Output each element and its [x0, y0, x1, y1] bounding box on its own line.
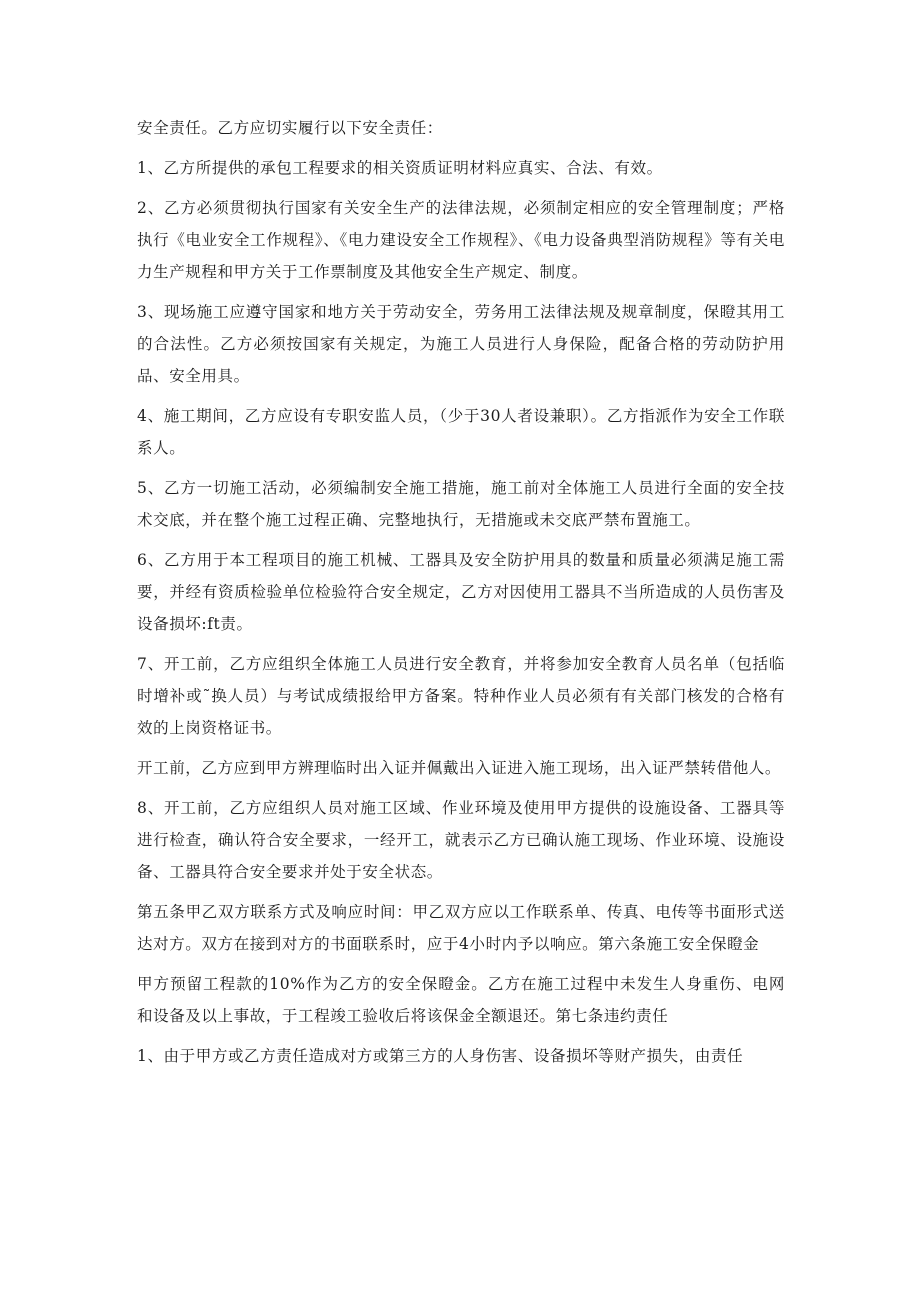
paragraph-item-3-labor-safety: 3、现场施工应遵守国家和地方关于劳动安全，劳务用工法律法规及规章制度，保瞪其用工的合法性。乙方必须按国家有关规定，为施工人员进行人身保险，配备合格的劳动防护用品、安全用具。 — [137, 303, 785, 385]
paragraph-article-5-contact: 第五条甲乙双方联系方式及响应时间：甲乙双方应以工作联系单、传真、电传等书面形式送达对方。双方在接到对方的书面联系时，应于4小时内予以响应。第六条施工安全保瞪金 — [137, 903, 785, 953]
paragraph-item-4-safety-staff: 4、施工期间，乙方应设有专职安监人员，（少于30人者设兼职）。乙方指派作为安全工作联系人。 — [137, 407, 785, 457]
paragraph-item-8-inspection: 8、开工前，乙方应组织人员对施工区域、作业环境及使用甲方提供的设施设备、工器具等进行检查，确认符合安全要求，一经开工，就表示乙方已确认施工现场、作业环境、设施设备、工器具符合安全要求并处于安全状态。 — [137, 799, 785, 881]
paragraph-access-pass: 开工前，乙方应到甲方辨理临时出入证并佩戴出入证进入施工现场，出入证严禁转借他人。 — [137, 759, 782, 777]
paragraph-item-2-regulations: 2、乙方必须贯彻执行国家有关安全生产的法律法规，必须制定相应的安全管理制度；严格执行《电业安全工作规程》、《电力建设安全工作规程》、《电力设备典型消防规程》等有关电力生产规程和甲方关于工作票制度及其他安全生产规定、制度。 — [137, 199, 785, 281]
paragraph-safety-intro: 安全责任。乙方应切实履行以下安全责任： — [137, 119, 443, 137]
document-body — [137, 112, 785, 1072]
paragraph-item-5-safety-measures: 5、乙方一切施工活动，必须编制安全施工措施，施工前对全体施工人员进行全面的安全技术交底，并在整个施工过程正确、完整地执行，无措施或未交底严禁布置施工。 — [137, 479, 785, 529]
paragraph-item-7-education: 7、开工前，乙方应组织全体施工人员进行安全教育，并将参加安全教育人员名单（包括临时增补或˜换人员）与考试成绩报给甲方备案。特种作业人员必须有有关部门核发的合格有效的上岗资格证书。 — [137, 655, 785, 737]
paragraph-liability-item-1: 1、由于甲方或乙方责任造成对方或第三方的人身伤害、设备损坏等财产损失，由责任 — [137, 1047, 744, 1065]
paragraph-item-1-qualifications: 1、乙方所提供的承包工程要求的相关资质证明材料应真实、合法、有效。 — [137, 159, 663, 177]
paragraph-item-6-equipment: 6、乙方用于本工程项目的施工机械、工器具及安全防护用具的数量和质量必须满足施工需要，并经有资质检验单位检验符合安全规定，乙方对因使用工器具不当所造成的人员伤害及设备损坏:ft责。 — [137, 551, 785, 633]
paragraph-safety-deposit: 甲方预留工程款的10%作为乙方的安全保瞪金。乙方在施工过程中未发生人身重伤、电网和设备及以上事故，于工程竣工验收后将该保金全额退还。第七条违约责任 — [137, 975, 785, 1025]
